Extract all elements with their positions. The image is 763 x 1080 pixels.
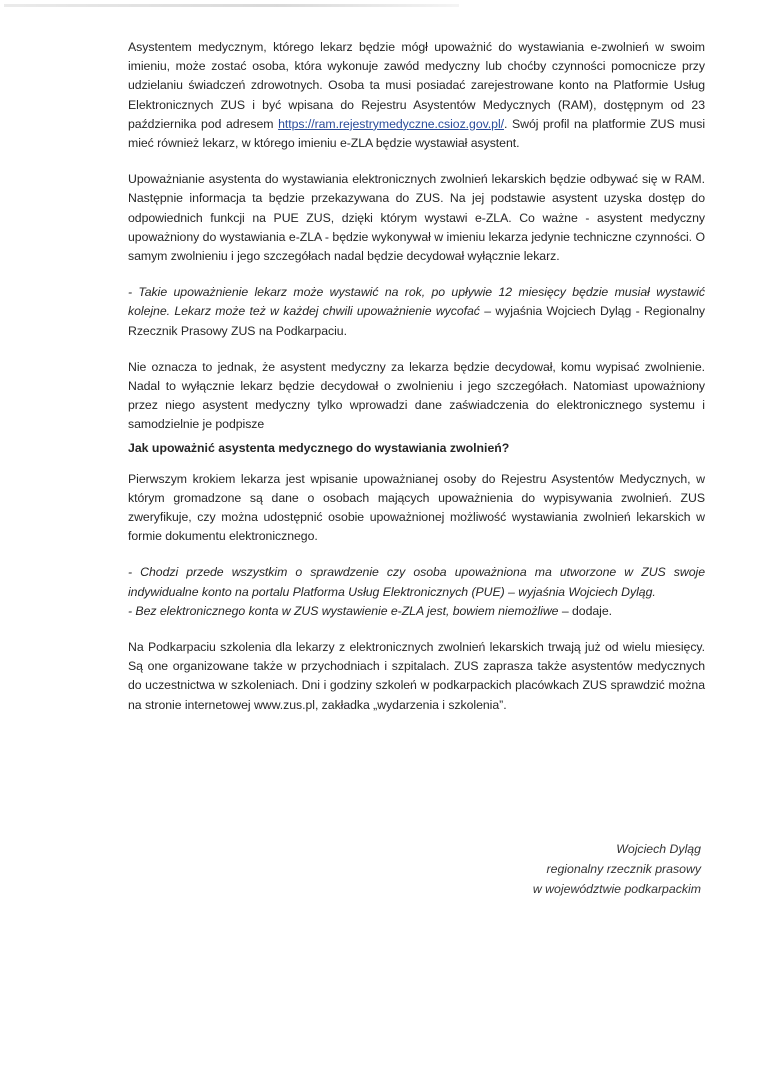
signature-name: Wojciech Dyląg (616, 842, 701, 856)
quote-attribution: – dodaje. (558, 603, 612, 618)
quote-text: - Takie upoważnienie lekarz może wystawić na rok, po upływie 12 miesięcy będzie musiał wystawić kolejne. Lekarz może też w każdej chwili upoważnienie wycofać (128, 285, 705, 319)
paragraph-assistant-definition (128, 38, 705, 153)
paragraph-text: Asystentem medycznym, którego lekarz będzie mógł upoważnić do wystawiania e-zwolnień w swoim imieniu, może zostać osoba, która wykonuje zawód medyczny lub choćby czynności pomocnicze przy udzielaniu świadczeń zdrowotnych. Osoba ta musi posiadać zarejestrowane konto na Platformie Usług Elektronicznych ZUS i być wpisana do Rejestru Asystentów Medycznych (RAM), dostępnym od 23 października pod adresem (128, 40, 705, 131)
paragraph-authorization-process: Upoważnianie asystenta do wystawiania elektronicznych zwolnień lekarskich będzie odbywać się w RAM. Następnie informacja ta będzie przekazywana do ZUS. Na jej podstawie asystent uzyska dostęp do odpowiednich funkcji na PUE ZUS, dzięki którym wystawi e-ZLA. Co ważne - asystent medyczny upoważniony do wystawiania e-ZLA - będzie wykonywał w imieniu lekarza jedynie techniczne czynności. O samym zwolnieniu i jego szczegółach nadal będzie decydował wyłącznie lekarz. (128, 172, 705, 264)
paragraph-doctor-decides: Nie oznacza to jednak, że asystent medyczny za lekarza będzie decydował, komu wypisać zwolnienie. Nadal to wyłącznie lekarz będzie decydował o zwolnieniu i jego szczegółach. Natomiast upoważniony przez niego asystent medyczny tylko wprowadzi dane zaświadczenia do elektronicznego systemu i samodzielnie je podpisze (128, 359, 705, 432)
signature-block (533, 839, 701, 899)
ram-register-link[interactable]: https://ram.rejestrymedyczne.csioz.gov.pl/ (278, 116, 505, 131)
paragraph-quote-validity (128, 283, 705, 341)
signature-region: w województwie podkarpackim (532, 882, 701, 896)
paragraph-first-step: Pierwszym krokiem lekarza jest wpisanie upoważnianej osoby do Rejestru Asystentów Medycznych, w którym gromadzone są dane o osobach mających upoważnienia do wypisywania zwolnień. ZUS zweryfikuje, czy można udostępnić osobie upoważnionej możliwość wystawiania zwolnień lekarskich w formie dokumentu elektronicznego. (128, 471, 705, 544)
signature-role: regionalny rzecznik prasowy (546, 862, 701, 876)
section-heading: Jak upoważnić asystenta medycznego do wystawiania zwolnień? (128, 440, 510, 455)
paragraph-text: . Swój profil na platformie ZUS musi mieć również lekarz, w którego imieniu e-ZLA będzie wystawiał asystent. (128, 116, 705, 151)
scan-edge-shadow (4, 4, 459, 7)
quote-attribution: – wyjaśnia Wojciech Dyląg - Regionalny Rzecznik Prasowy ZUS na Podkarpaciu. (128, 304, 705, 338)
document-body (128, 38, 705, 732)
paragraph-trainings: Na Podkarpaciu szkolenia dla lekarzy z elektronicznych zwolnień lekarskich trwają już od wielu miesięcy. Są one organizowane także w przychodniach i szpitalach. ZUS zaprasza także asystentów medycznych do uczestnictwa w szkoleniach. Dni i godziny szkoleń w podkarpackich placówkach ZUS sprawdzić można na stronie internetowej www.zus.pl, zakładka „wydarzenia i szkolenia”. (128, 640, 705, 712)
quote-text: - Bez elektronicznego konta w ZUS wystawienie e-ZLA jest, bowiem niemożliwe (128, 603, 559, 618)
quote-text: - Chodzi przede wszystkim o sprawdzenie czy osoba upoważniona ma utworzone w ZUS swoje indywidualne konto na portalu Platforma Usług Elektronicznych (PUE) – wyjaśnia Wojciech Dyląg. (128, 565, 705, 599)
paragraph-quote-pue (128, 563, 705, 621)
